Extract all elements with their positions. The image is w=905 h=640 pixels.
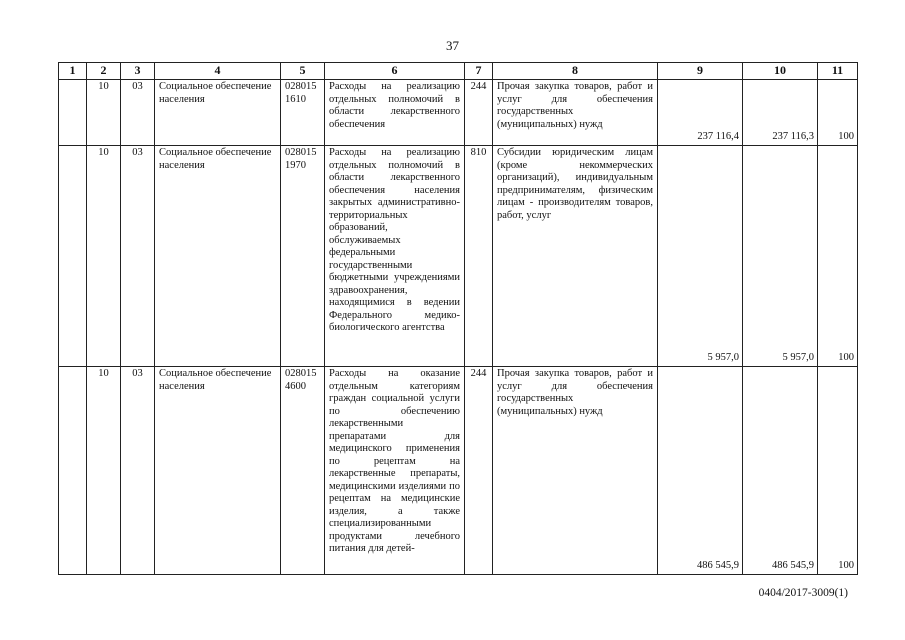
cell-target-code [281, 367, 325, 575]
column-header: 1 [59, 63, 87, 80]
cell-expense-name: Прочая закупка товаров, работ и услуг для обеспечения государственных (муниципальных) нужд [493, 367, 658, 575]
cell-percent: 100 [818, 367, 858, 575]
cell-col1 [59, 80, 87, 146]
cell-percent: 100 [818, 80, 858, 146]
column-header: 9 [658, 63, 743, 80]
cell-target-code [281, 80, 325, 146]
table-row [59, 146, 858, 367]
cell-section: 10 [87, 80, 121, 146]
cell-section-name: Социальное обеспечение населения [155, 367, 281, 575]
cell-target-name: Расходы на реализацию отдельных полномочий в области лекарственного обеспечения населения закрытых административно-территориальных образований, обслуживаемых федеральными государственными бюджетными учреждениями здравоохранения, находящимися в ведении Федерального медико-биологического агентства [325, 146, 465, 367]
target-code-part1: 028015 [285, 368, 317, 379]
target-code-part1: 028015 [285, 147, 317, 158]
cell-section-name: Социальное обеспечение населения [155, 146, 281, 367]
cell-expense-code: 244 [465, 367, 493, 575]
cell-percent: 100 [818, 146, 858, 367]
budget-table [58, 62, 858, 575]
cell-section-name: Социальное обеспечение населения [155, 80, 281, 146]
column-header: 10 [743, 63, 818, 80]
column-header: 3 [121, 63, 155, 80]
cell-target-code [281, 146, 325, 367]
cell-col1 [59, 367, 87, 575]
page-number: 37 [446, 38, 459, 53]
cell-planned-amount: 237 116,4 [658, 80, 743, 146]
column-header: 4 [155, 63, 281, 80]
cell-subsection: 03 [121, 80, 155, 146]
cell-section: 10 [87, 367, 121, 575]
cell-executed-amount: 486 545,9 [743, 367, 818, 575]
cell-planned-amount: 486 545,9 [658, 367, 743, 575]
cell-expense-name: Прочая закупка товаров, работ и услуг для обеспечения государственных (муниципальных) нужд [493, 80, 658, 146]
table-header-row [59, 63, 858, 80]
document-code: 0404/2017-3009(1) [758, 587, 848, 599]
column-header: 11 [818, 63, 858, 80]
cell-planned-amount: 5 957,0 [658, 146, 743, 367]
column-header: 7 [465, 63, 493, 80]
column-header: 5 [281, 63, 325, 80]
cell-subsection: 03 [121, 367, 155, 575]
table-row [59, 80, 858, 146]
cell-expense-code: 244 [465, 80, 493, 146]
cell-target-name: Расходы на реализацию отдельных полномочий в области лекарственного обеспечения [325, 80, 465, 146]
cell-section: 10 [87, 146, 121, 367]
column-header: 8 [493, 63, 658, 80]
target-code-part2: 1610 [285, 93, 306, 105]
column-header: 2 [87, 63, 121, 80]
target-code-part2: 1970 [285, 159, 306, 171]
cell-col1 [59, 146, 87, 367]
cell-expense-name: Субсидии юридическим лицам (кроме некоммерческих организаций), индивидуальным предпринимателям, физическим лицам - производителям товаров, работ, услуг [493, 146, 658, 367]
cell-subsection: 03 [121, 146, 155, 367]
table-row [59, 367, 858, 575]
cell-executed-amount: 5 957,0 [743, 146, 818, 367]
target-code-part2: 4600 [285, 380, 306, 392]
target-code-part1: 028015 [285, 81, 317, 92]
cell-expense-code: 810 [465, 146, 493, 367]
cell-executed-amount: 237 116,3 [743, 80, 818, 146]
column-header: 6 [325, 63, 465, 80]
cell-target-name: Расходы на оказание отдельным категориям граждан социальной услуги по обеспечению лекарственными препаратами для медицинского применения по рецептам на лекарственные препараты, медицинскими изделиями по рецептам на медицинские изделия, а также специализированными продуктами лечебного питания для детей- [325, 367, 465, 575]
